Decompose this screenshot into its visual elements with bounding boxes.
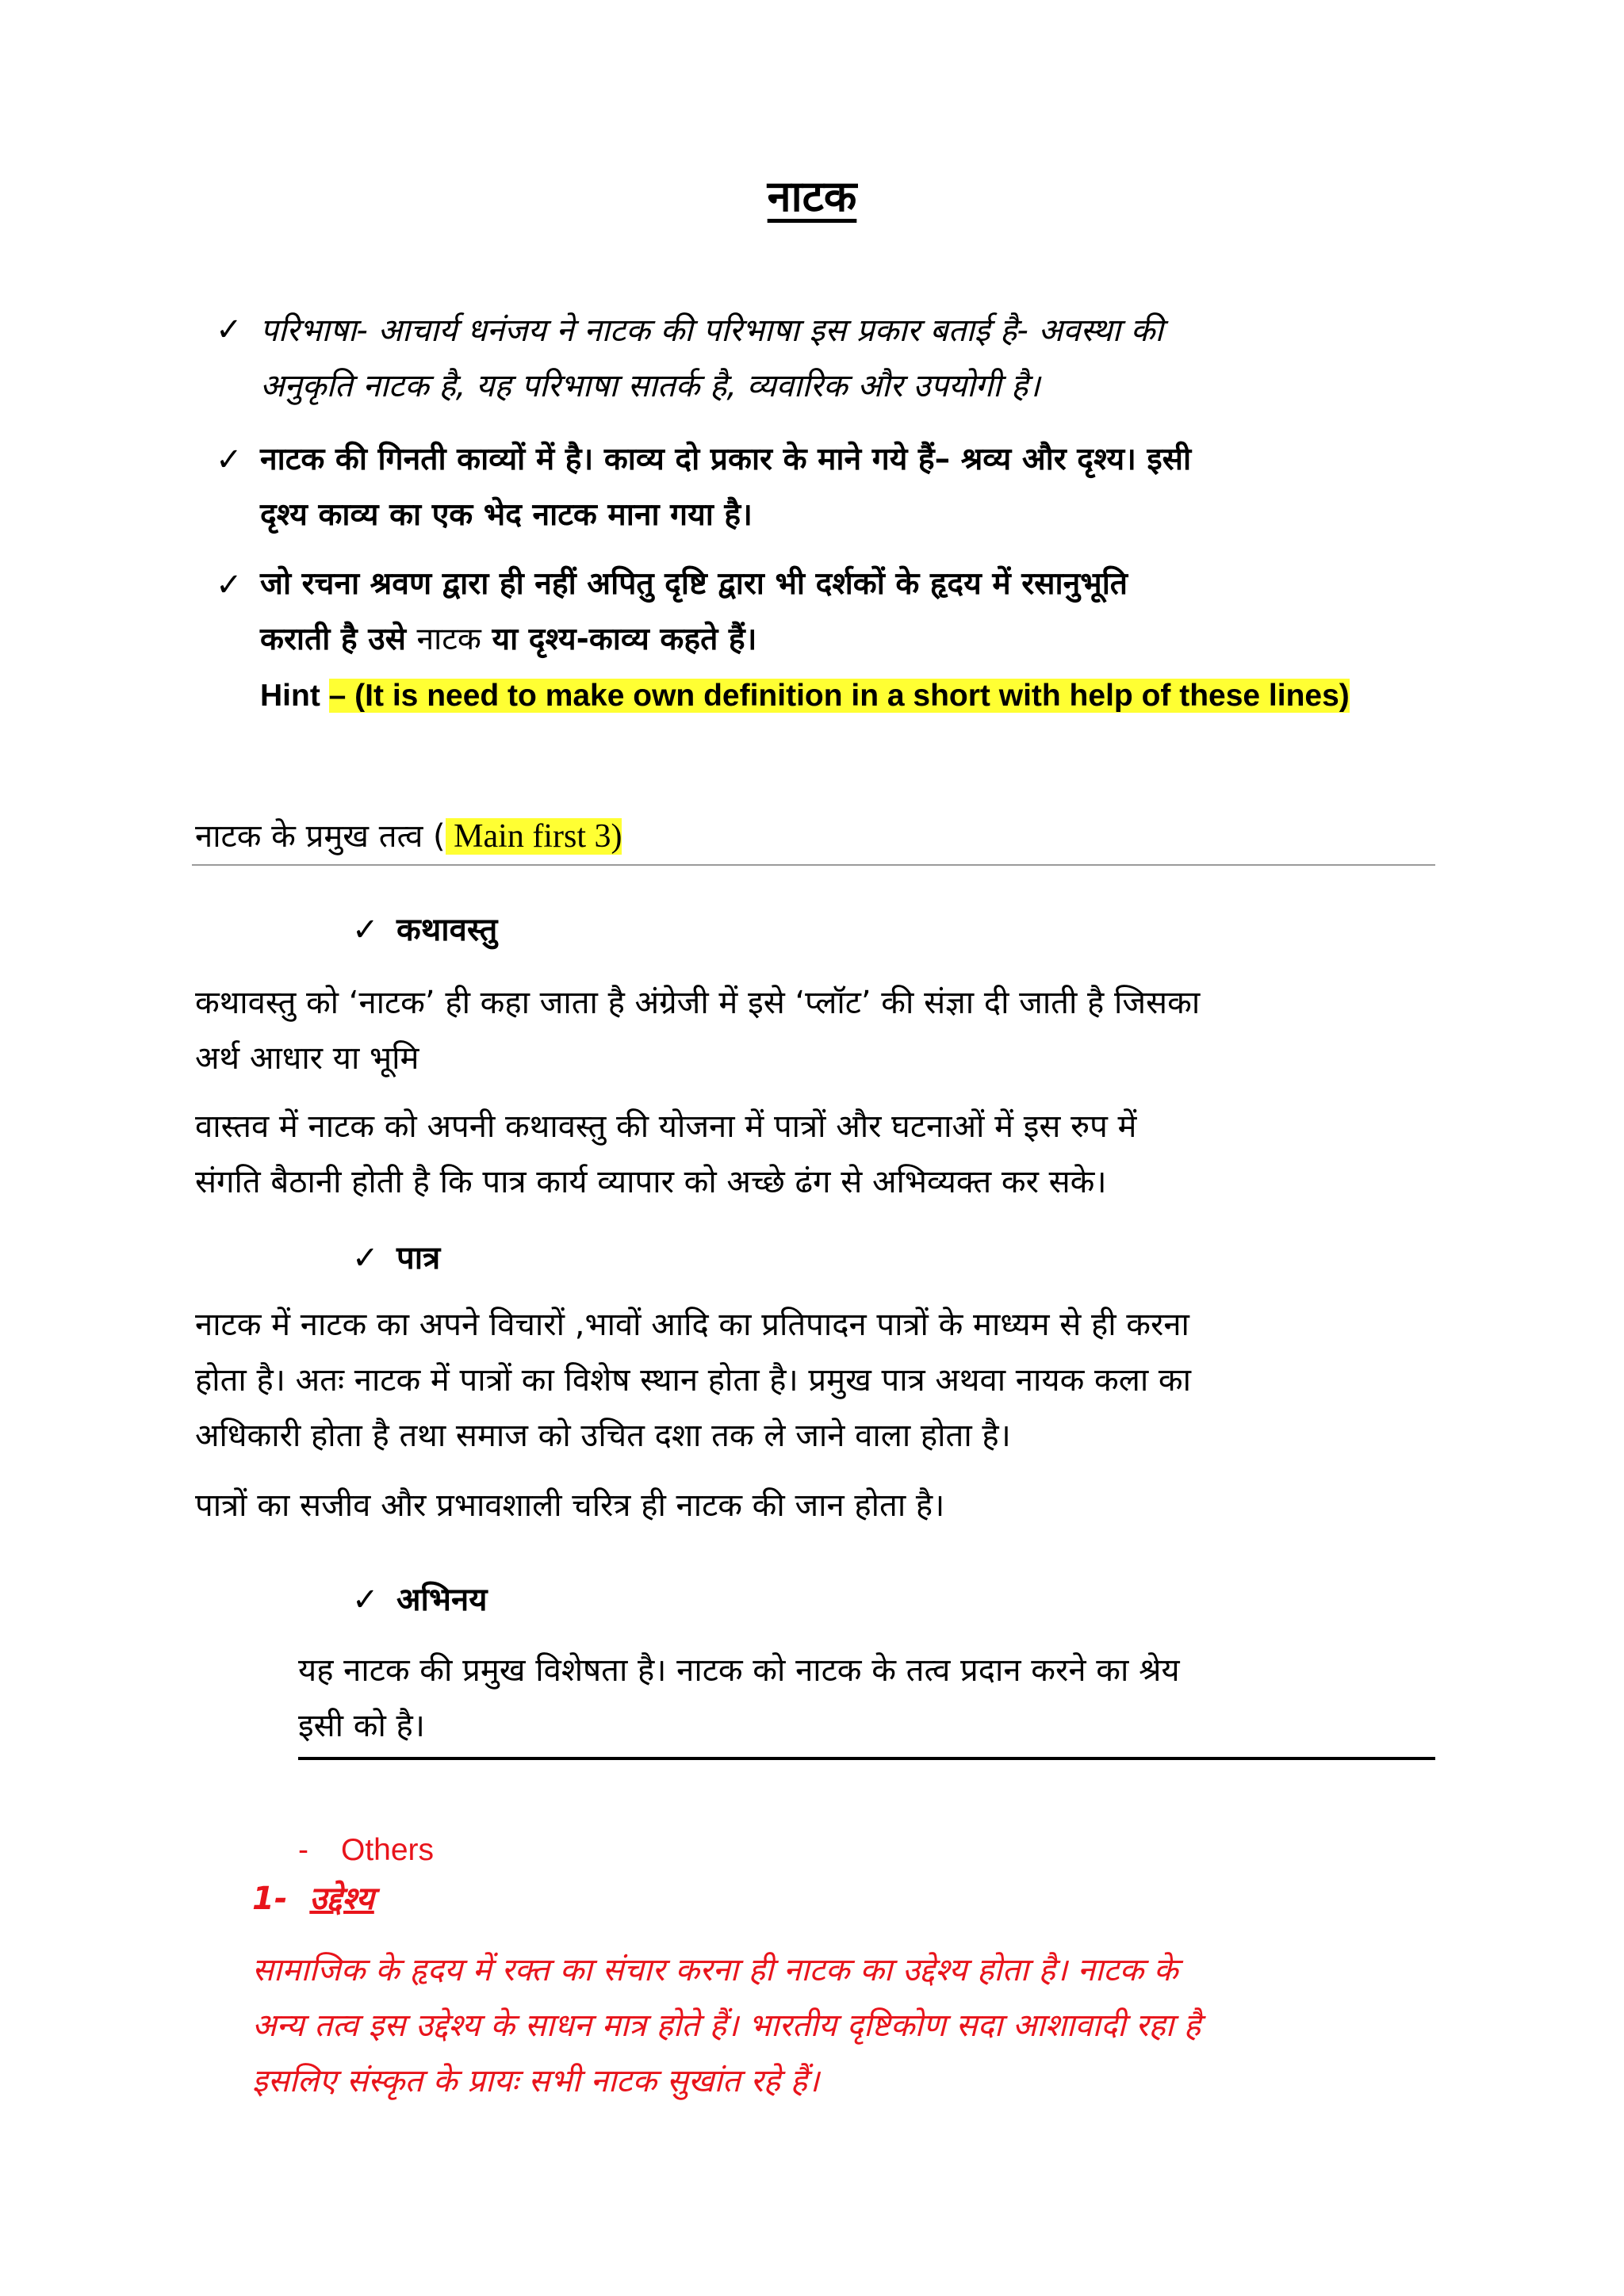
section-divider bbox=[192, 864, 1435, 866]
characters-paragraph-2 bbox=[195, 1478, 944, 1533]
rachna-bullet bbox=[260, 557, 1128, 668]
characters-p1-line-3: अधिकारी होता है तथा समाज को उचित दशा तक ले जाने वाला होता है। bbox=[195, 1418, 1011, 1454]
plot-p2-line-2: संगति बैठानी होती है कि पात्र कार्य व्यापार को अच्छे ढंग से अभिव्यक्त कर सके। bbox=[195, 1164, 1107, 1200]
plot-p1-line-1: कथावस्तु को ‘नाटक’ ही कहा जाता है अंग्रेजी में इसे ‘प्लॉट’ की संज्ञा दी जाती है जिसका bbox=[195, 985, 1201, 1021]
objective-line-2: अन्य तत्व इस उद्देश्य के साधन मात्र होते हैं। भारतीय दृष्टिकोण सदा आशावादी रहा है bbox=[252, 2007, 1201, 2044]
objective-line-3: इसलिए संस्कृत के प्रायः सभी नाटक सुखांत रहे हैं। bbox=[252, 2063, 820, 2099]
hint-note bbox=[260, 679, 1350, 714]
others-label: Others bbox=[341, 1833, 435, 1867]
kavya-line-2: दृश्य काव्य का एक भेद नाटक माना गया है। bbox=[260, 497, 753, 533]
acting-paragraph bbox=[298, 1643, 1180, 1754]
objective-title: उद्देश्य bbox=[309, 1881, 374, 1917]
acting-divider bbox=[298, 1757, 1435, 1760]
check-icon: ✓ bbox=[352, 912, 379, 948]
characters-p1-line-2: होता है। अतः नाटक में पात्रों का विशेष स्थान होता है। प्रमुख पात्र अथवा नायक कला का bbox=[195, 1362, 1191, 1399]
acting-line-2: इसी को है। bbox=[298, 1708, 425, 1744]
element-title-characters: पात्र bbox=[396, 1240, 441, 1276]
plot-p1-line-2: अर्थ आधार या भूमि bbox=[195, 1040, 419, 1077]
characters-paragraph-1 bbox=[195, 1297, 1191, 1464]
kavya-line-1: नाटक की गिनती काव्यों में है। काव्य दो प्रकार के माने गये हैं– श्रव्य और दृश्य। इसी bbox=[260, 442, 1192, 477]
plot-p2-line-1: वास्तव में नाटक को अपनी कथावस्तु की योजना में पात्रों और घटनाओं में इस रुप में bbox=[195, 1108, 1137, 1145]
others-dash: - bbox=[298, 1833, 308, 1867]
objective-number: 1- bbox=[252, 1881, 288, 1917]
definition-bullet bbox=[260, 303, 1163, 414]
section-heading-text: नाटक के प्रमुख तत्व ( bbox=[195, 818, 446, 855]
plot-paragraph-2 bbox=[195, 1099, 1136, 1210]
acting-line-1: यह नाटक की प्रमुख विशेषता है। नाटक को नाटक के तत्व प्रदान करने का श्रेय bbox=[298, 1652, 1180, 1689]
kavya-bullet bbox=[260, 432, 1191, 543]
check-icon: ✓ bbox=[216, 567, 243, 603]
check-icon: ✓ bbox=[216, 312, 243, 348]
rachna-line-2a: कराती है उसे bbox=[260, 622, 417, 657]
check-icon: ✓ bbox=[216, 442, 243, 478]
characters-p1-line-1: नाटक में नाटक का अपने विचारों ,भावों आदि का प्रतिपादन पात्रों के माध्यम से ही करना bbox=[195, 1307, 1189, 1343]
page-title: नाटक bbox=[767, 171, 857, 221]
section-heading bbox=[195, 813, 622, 856]
rachna-line-2b: नाटक bbox=[416, 622, 481, 657]
objective-line-1: सामाजिक के हृदय में रक्त का संचार करना ही नाटक का उद्देश्य होता है। नाटक के bbox=[252, 1952, 1178, 1988]
hint-text: – (It is need to make own definition in a short with help of these lines) bbox=[328, 679, 1350, 713]
definition-line-2: अनुकृति नाटक है, यह परिभाषा सातर्क है, व्यवारिक और उपयोगी है। bbox=[260, 368, 1040, 404]
rachna-line-1: जो रचना श्रवण द्वारा ही नहीं अपितु दृष्टि द्वारा भी दर्शकों के हृदय में रसानुभूति bbox=[260, 566, 1128, 602]
definition-line-1: परिभाषा- आचार्य धनंजय ने नाटक की परिभाषा इस प्रकार बताई है- अवस्था की bbox=[260, 312, 1163, 349]
element-title-plot: कथावस्तु bbox=[396, 912, 498, 948]
objective-paragraph bbox=[252, 1942, 1201, 2109]
rachna-line-2c: या दृश्य-काव्य कहते हैं। bbox=[481, 622, 757, 657]
section-heading-highlight: Main first 3) bbox=[445, 818, 622, 855]
check-icon: ✓ bbox=[352, 1582, 379, 1618]
characters-p2-line-1: पात्रों का सजीव और प्रभावशाली चरित्र ही नाटक की जान होता है। bbox=[195, 1487, 945, 1524]
hint-label: Hint bbox=[260, 679, 329, 713]
plot-paragraph-1 bbox=[195, 975, 1200, 1086]
objective-heading bbox=[252, 1871, 374, 1927]
check-icon: ✓ bbox=[352, 1240, 379, 1276]
element-title-acting: अभिनय bbox=[396, 1582, 488, 1618]
